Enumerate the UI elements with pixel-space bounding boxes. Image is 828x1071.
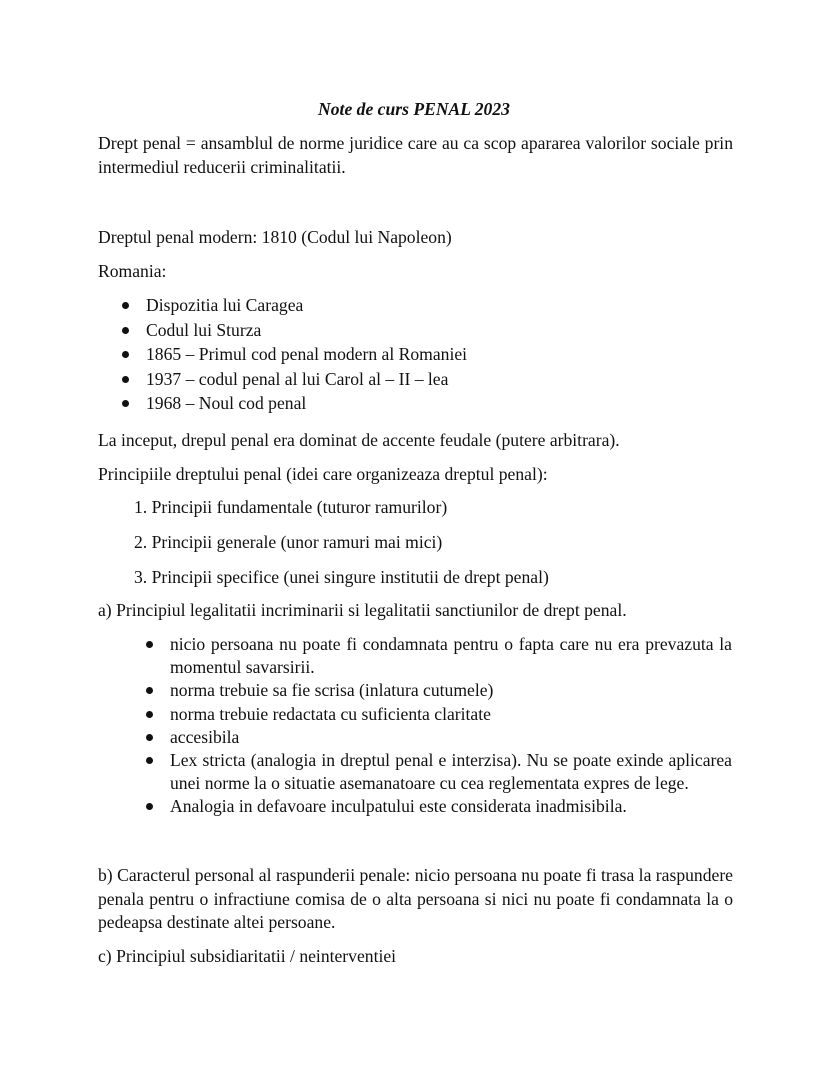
list-item: 1937 – codul penal al lui Carol al – II – lea [146,367,706,392]
romania-label: Romania: [98,261,167,281]
bullet-icon [122,327,129,334]
bullet-icon [146,711,153,718]
principle-a-list [170,633,732,819]
list-item: nicio persoana nu poate fi condamnata pentru o fapta care nu era prevazuta la momentul savarsirii. [170,633,732,679]
list-item: Codul lui Sturza [146,318,706,343]
list-item: Dispozitia lui Caragea [146,293,706,318]
bullet-icon [122,351,129,358]
bullet-icon [146,641,153,648]
bullet-icon [122,376,129,383]
list-item: Analogia in defavoare inculpatului este considerata inadmisibila. [170,795,732,818]
definition-paragraph: Drept penal = ansamblul de norme juridice care au ca scop apararea valorilor sociale prin intermediul reducerii criminalitatii. [98,133,733,177]
principles-intro: Principiile dreptului penal (idei care organizeaza dreptul penal): [98,464,548,484]
list-item: norma trebuie sa fie scrisa (inlatura cutumele) [170,679,732,702]
romania-list [146,293,706,416]
bullet-icon [122,302,129,309]
principle-item-3: 3. Principii specifice (unei singure institutii de drept penal) [134,567,549,587]
list-item: accesibila [170,726,732,749]
feudal-paragraph: La inceput, drepul penal era dominat de accente feudale (putere arbitrara). [98,430,620,450]
list-item: 1968 – Noul cod penal [146,391,706,416]
principle-item-1: 1. Principii fundamentale (tuturor ramurilor) [134,497,448,517]
bullet-icon [122,400,129,407]
bullet-icon [146,757,153,764]
principle-c-heading: c) Principiul subsidiaritatii / neinterventiei [98,946,397,966]
list-item: 1865 – Primul cod penal modern al Romaniei [146,342,706,367]
list-item: norma trebuie redactata cu suficienta claritate [170,703,732,726]
principle-b-paragraph: b) Caracterul personal al raspunderii penale: nicio persoana nu poate fi trasa la raspundere penala pentru o infractiune comisa de o alta persoana si nici nu poate fi condamnata la o pedeapsa destinate altei persoane. [98,865,733,932]
document-title: Note de curs PENAL 2023 [318,99,510,119]
principle-item-2: 2. Principii generale (unor ramuri mai mici) [134,532,443,552]
bullet-icon [146,734,153,741]
bullet-icon [146,803,153,810]
modern-law-paragraph: Dreptul penal modern: 1810 (Codul lui Napoleon) [98,227,452,247]
list-item: Lex stricta (analogia in dreptul penal e interzisa). Nu se poate exinde aplicarea unei norme la o situatie asemanatoare cu cea reglementata expres de lege. [170,749,732,795]
bullet-icon [146,687,153,694]
principle-a-heading: a) Principiul legalitatii incriminarii si legalitatii sanctiunilor de drept penal. [98,600,627,620]
